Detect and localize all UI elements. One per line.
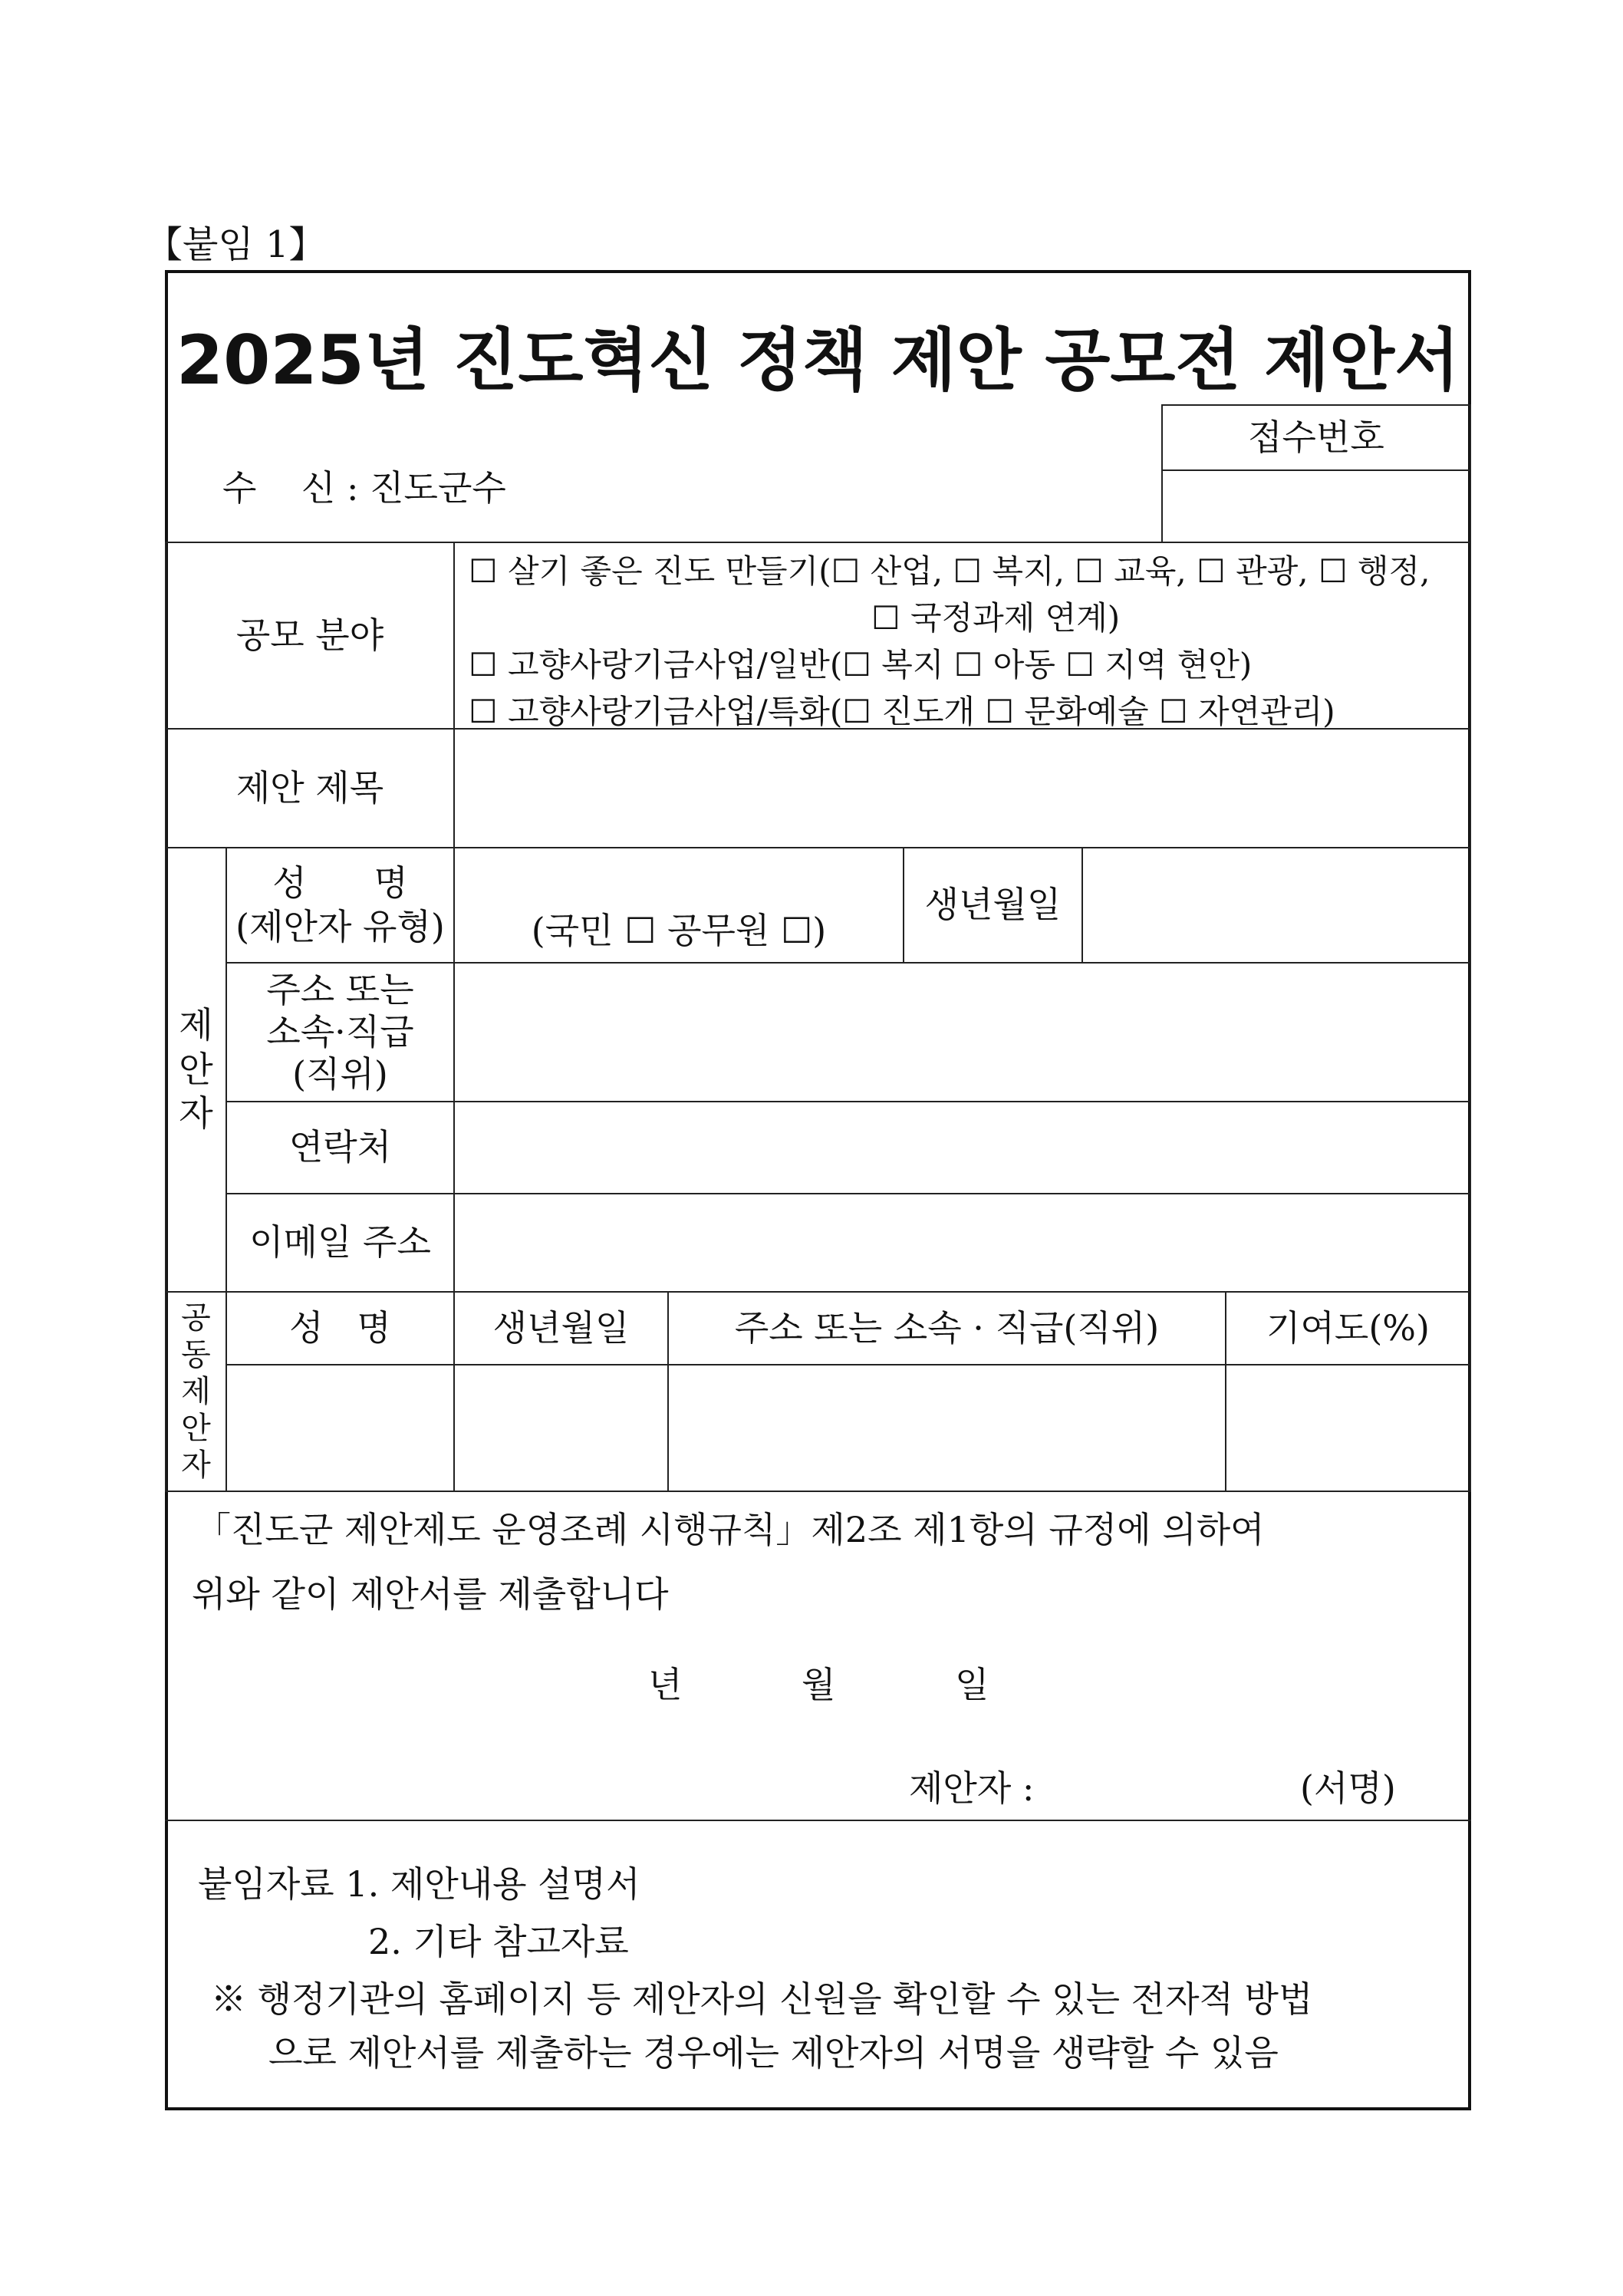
co-name-field[interactable]	[226, 1364, 455, 1492]
receipt-number-label: 접수번호	[1161, 404, 1471, 471]
attachment-label: 【붙임 1】	[146, 223, 326, 266]
attachment-line-2: 2. 기타 참고자료	[368, 1921, 629, 1962]
co-address-field[interactable]	[667, 1364, 1226, 1492]
proposal-title-label: 제안 제목	[165, 728, 455, 848]
label-char: 제	[181, 1374, 211, 1409]
address-label	[226, 962, 455, 1102]
category-option-living[interactable]: ☐ 살기 좋은 진도 만들기(☐ 산업, ☐ 복지, ☐ 교육, ☐ 관광, ☐ 행정,	[469, 552, 1430, 590]
proposer-type-label: (제안자 유형)	[235, 906, 445, 947]
category-option-national[interactable]: ☐ 국정과제 연계)	[871, 599, 1121, 637]
contact-field[interactable]	[453, 1101, 1471, 1194]
label-char: 동	[181, 1337, 211, 1372]
label-char: 안	[181, 1411, 211, 1446]
statement-line-1: 「진도군 제안제도 운영조례 시행규칙」제2조 제1항의 규정에 의하여	[196, 1509, 1265, 1550]
address-label-line: (직위)	[292, 1053, 388, 1095]
proposal-title-field[interactable]	[453, 728, 1471, 848]
label-char: 자	[179, 1092, 213, 1135]
attachment-line-1: 붙임자료 1. 제안내용 설명서	[198, 1863, 640, 1905]
statement-line-2: 위와 같이 제안서를 제출합니다	[192, 1573, 669, 1615]
signature-label[interactable]: (서명)	[1300, 1767, 1396, 1809]
date-year: 년	[648, 1664, 683, 1705]
category-options[interactable]	[453, 542, 1471, 730]
note-line-2: 으로 제안서를 제출하는 경우에는 제안자의 서명을 생략할 수 있음	[268, 2032, 1279, 2074]
email-label: 이메일 주소	[226, 1193, 455, 1293]
date-day: 일	[955, 1664, 989, 1705]
name-field[interactable]	[453, 847, 904, 964]
email-field[interactable]	[453, 1193, 1471, 1293]
address-field[interactable]	[453, 962, 1471, 1102]
co-address-header: 주소 또는 소속 · 직급(직위)	[667, 1291, 1226, 1365]
proposer-section-label	[165, 847, 227, 1293]
category-option-special[interactable]: ☐ 고향사랑기금사업/특화(☐ 진도개 ☐ 문화예술 ☐ 자연관리)	[469, 693, 1335, 730]
recipient: 수 신 : 진도군수	[222, 467, 506, 509]
label-char: 안	[179, 1048, 213, 1090]
date-month: 월	[802, 1664, 836, 1705]
proposer-type-options[interactable]: (국민 ☐ 공무원 ☐)	[531, 910, 827, 952]
form-title: 2025년 진도혁신 정책 제안 공모전 제안서	[176, 321, 1460, 400]
contact-label: 연락처	[226, 1101, 455, 1194]
co-birth-header: 생년월일	[453, 1291, 669, 1365]
category-option-general[interactable]: ☐ 고향사랑기금사업/일반(☐ 복지 ☐ 아동 ☐ 지역 현안)	[469, 646, 1253, 684]
note-line-1: ※ 행정기관의 홈페이지 등 제안자의 신원을 확인할 수 있는 전자적 방법	[211, 1978, 1313, 2020]
name-label	[226, 847, 455, 964]
co-name-header: 성 명	[226, 1291, 455, 1365]
birth-label: 생년월일	[903, 847, 1083, 964]
co-proposer-section-label	[165, 1291, 227, 1492]
co-contribution-field[interactable]	[1225, 1364, 1471, 1492]
address-label-line: 소속·직급	[266, 1010, 414, 1052]
signer-label: 제안자 :	[909, 1767, 1035, 1809]
label-char: 공	[181, 1300, 211, 1336]
co-birth-field[interactable]	[453, 1364, 669, 1492]
label-char: 제	[179, 1004, 213, 1046]
label-char: 자	[181, 1448, 211, 1483]
co-contribution-header: 기여도(%)	[1225, 1291, 1471, 1365]
receipt-number-field[interactable]	[1161, 469, 1471, 543]
address-label-line: 주소 또는	[266, 968, 414, 1010]
name-label-line: 성 명	[272, 861, 408, 904]
birth-field[interactable]	[1081, 847, 1471, 964]
category-label: 공모 분야	[165, 542, 455, 730]
